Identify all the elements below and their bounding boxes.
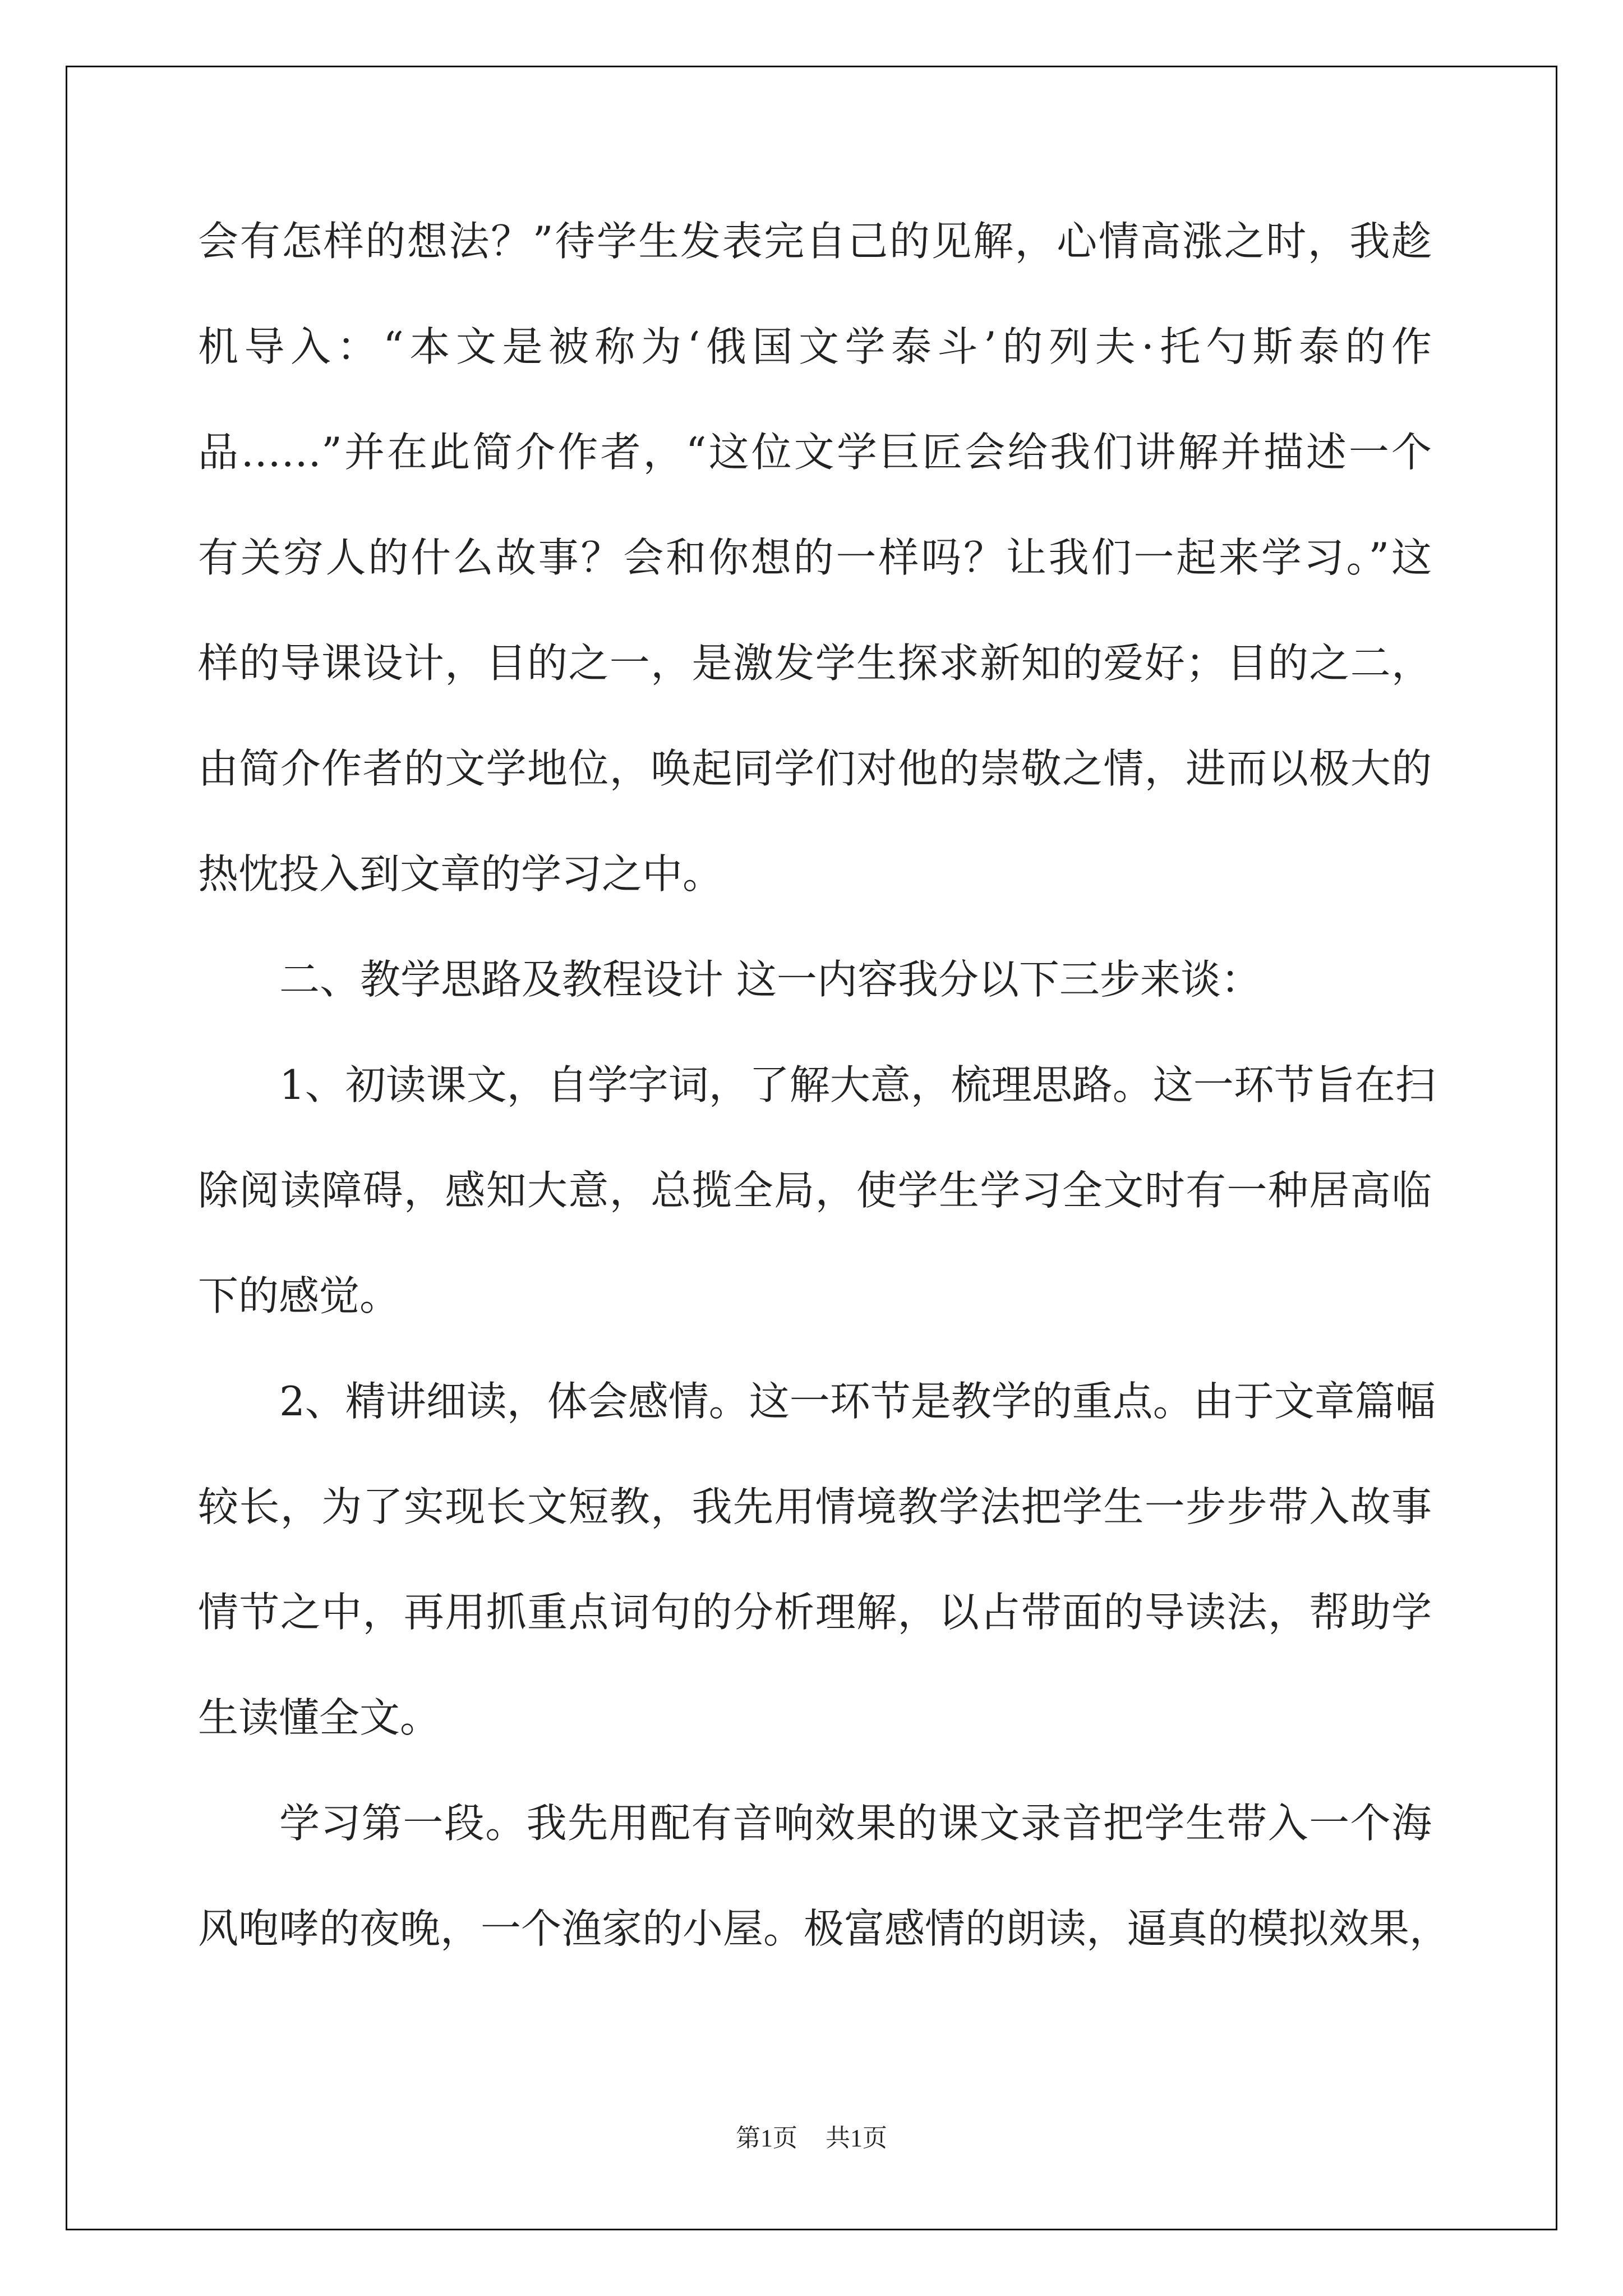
text-line: 除阅读障碍，感知大意，总揽全局，使学生学习全文时有一种居高临 [198, 1167, 1432, 1214]
text-line: 较长，为了实现长文短教，我先用情境教学法把学生一步步带入故事 [198, 1483, 1432, 1530]
text-line: 热忱投入到文章的学习之中。 [198, 850, 723, 898]
text-line: 1、初读课文，自学字词，了解大意，梳理思路。这一环节旨在扫 [279, 1061, 1436, 1108]
text-line: 学习第一段。我先用配有音响效果的课文录音把学生带入一个海 [279, 1800, 1432, 1847]
section-heading: 二、教学思路及教程设计 这一内容我分以下三步来谈： [279, 956, 1261, 1003]
text-line: 样的导课设计，目的之一，是激发学生探求新知的爱好；目的之二， [198, 639, 1432, 687]
text-line: 生读懂全文。 [198, 1694, 441, 1741]
text-line: 由简介作者的文学地位，唤起同学们对他的崇敬之情，进而以极大的 [198, 745, 1432, 792]
page-total: 共1页 [826, 2124, 887, 2152]
text-line: 品……”并在此简介作者，“这位文学巨匠会给我们讲解并描述一个 [198, 429, 1432, 476]
text-line: 风咆哮的夜晚，一个渔家的小屋。极富感情的朗读，逼真的模拟效果， [198, 1905, 1450, 1952]
text-line: 2、精讲细读，体会感情。这一环节是教学的重点。由于文章篇幅 [279, 1378, 1436, 1425]
text-line: 情节之中，再用抓重点词句的分析理解，以占带面的导读法，帮助学 [198, 1589, 1432, 1636]
text-line: 机导入：“本文是被称为‘俄国文学泰斗’的列夫·托勺斯泰的作 [198, 323, 1432, 370]
text-line: 会有怎样的想法？”待学生发表完自己的见解，心情高涨之时，我趁 [198, 218, 1432, 265]
page-footer [0, 2122, 1623, 2155]
document-body [198, 213, 1450, 2006]
text-line: 有关穷人的什么故事？会和你想的一样吗？让我们一起来学习。”这 [198, 534, 1432, 581]
page-number: 第1页 [736, 2124, 797, 2152]
text-line: 下的感觉。 [198, 1272, 400, 1319]
